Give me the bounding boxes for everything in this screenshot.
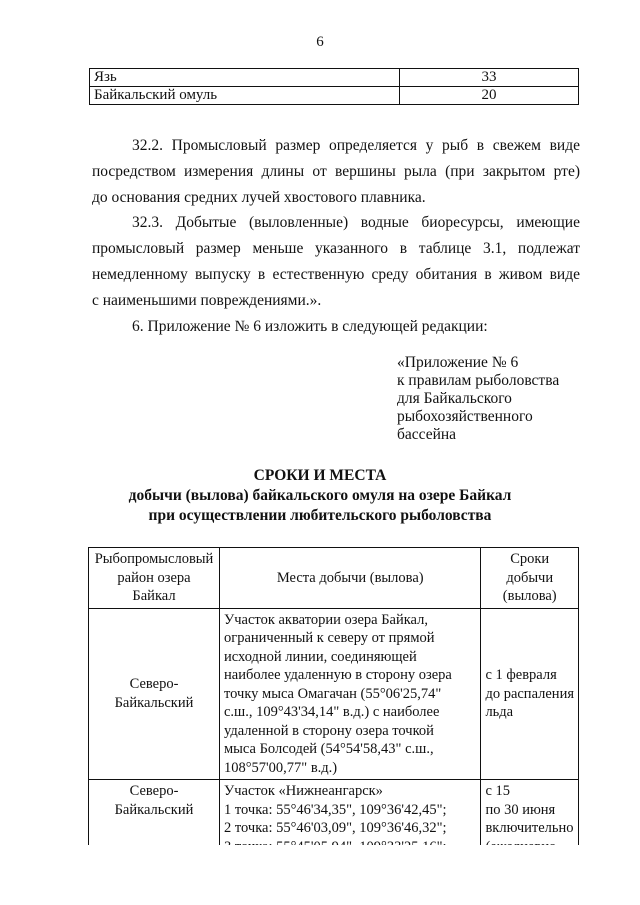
fish-size-value: 20	[400, 87, 579, 105]
text-line: промысловый размер меньше указанного в таблице 3.1, подлежат	[92, 240, 580, 257]
paragraph-32-2	[92, 133, 580, 211]
table-header-row	[89, 548, 579, 609]
places-cell: Участок акватории озера Байкал, ограниченный к северу от прямой исходной линии, соединяющей наиболее удаленную в сторону озера точку мыса Омагачан (55°06'25,74" с.ш., 109°43'34,14" в.д.) с наиболее удаленной в сторону озера точкой мыса Болсодей (54°54'58,43" с.ш., 108°57'00,77" в.д.)	[220, 608, 481, 780]
text-line: с наименьшими повреждениями.».	[92, 292, 322, 309]
text-line: бассейна	[397, 426, 457, 443]
fish-name: Язь	[90, 69, 400, 87]
fish-size-table	[89, 68, 579, 105]
period-cell: с 15 по 30 июня включительно	[481, 780, 579, 878]
district-cell: Северо- Байкальский	[89, 780, 220, 878]
text-line: 32.3. Добытые (выловленные) водные биоресурсы, имеющие	[132, 214, 580, 231]
text-line: «Приложение № 6	[397, 354, 519, 371]
appendix-header	[397, 354, 559, 444]
table-row	[90, 69, 579, 87]
places-cell: Участок «Нижнеангарск» 1 точка: 55°46'34,35", 109°36'42,45"; 2 точка: 55°46'03,09", 109°36'46,32";	[220, 780, 481, 878]
paragraph-32-3	[92, 210, 580, 314]
text-line: 32.2. Промысловый размер определяется у рыб в свежем виде	[132, 137, 580, 154]
document-subtitle: добычи (вылова) байкальского омуля на озере Байкал	[128, 487, 512, 504]
paragraph-appendix-6	[92, 314, 580, 340]
page-number: 6	[316, 34, 324, 50]
header-places: Места добычи (вылова)	[220, 548, 481, 609]
fish-name: Байкальский омуль	[90, 87, 400, 105]
fishing-places-table	[88, 547, 579, 878]
document-title: СРОКИ И МЕСТА	[253, 467, 387, 484]
text-line: до основания средних лучей хвостового плавника.	[92, 189, 426, 206]
period-cell: с 1 февраля до распаления льда	[481, 608, 579, 780]
table-row	[90, 87, 579, 105]
text-line: к правилам рыболовства	[397, 372, 560, 389]
text-line: рыбохозяйственного	[397, 408, 533, 425]
document-subtitle: при осуществлении любительского рыболовства	[148, 507, 492, 524]
district-cell: Северо- Байкальский	[89, 608, 220, 780]
header-district: Рыбопромысловый район озера Байкал	[89, 548, 220, 609]
text-line: немедленному выпуску в естественную среду обитания в живом виде	[92, 266, 580, 283]
text-line: 6. Приложение № 6 изложить в следующей редакции:	[132, 318, 488, 335]
text-line: посредством измерения длины от вершины рыла (при закрытом рте)	[92, 163, 580, 180]
text-line: для Байкальского	[397, 390, 512, 407]
page-bottom-margin	[0, 845, 640, 905]
table-row	[89, 608, 579, 780]
header-period: Сроки добычи (вылова)	[481, 548, 579, 609]
fish-size-value: 33	[400, 69, 579, 87]
